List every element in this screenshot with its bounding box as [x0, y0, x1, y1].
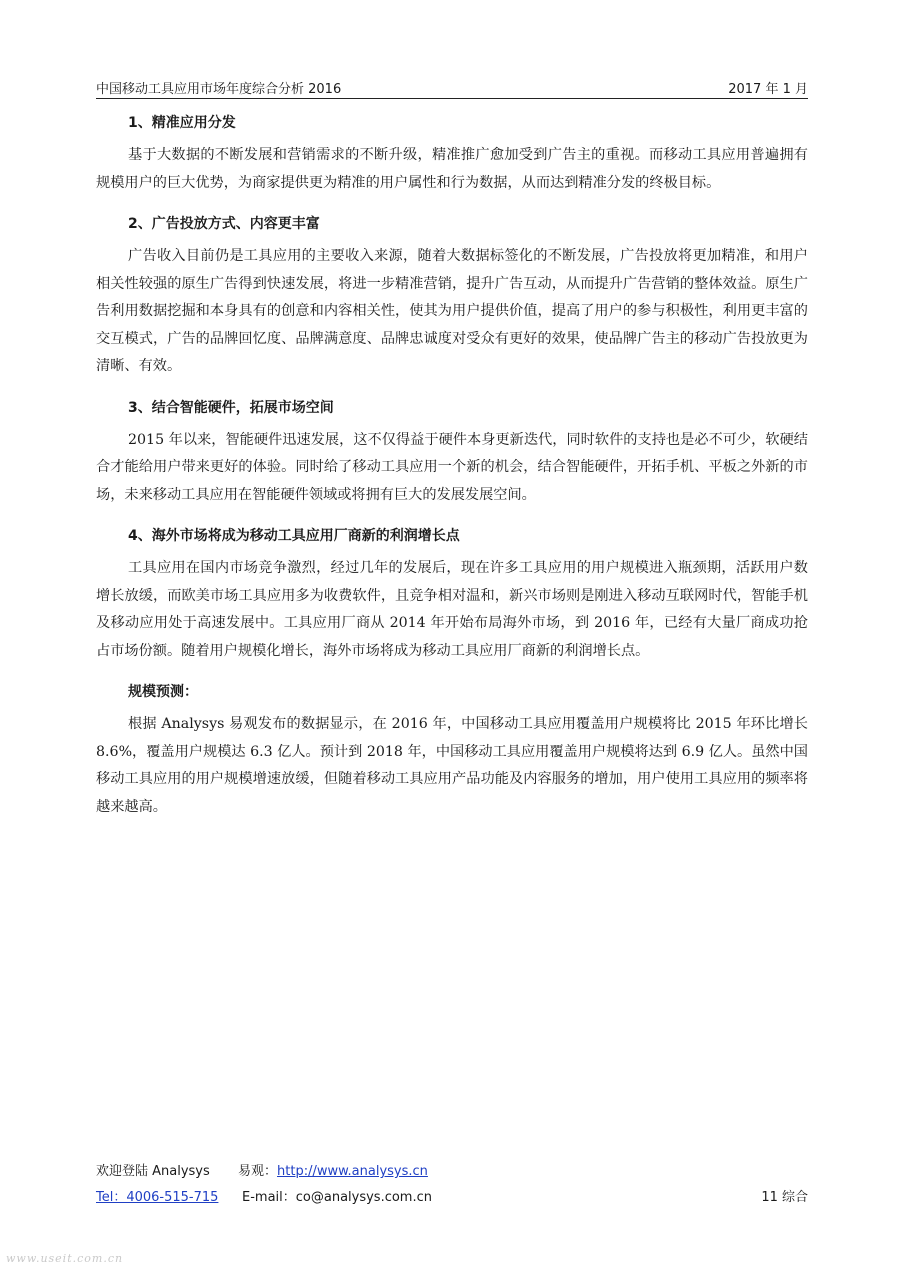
section-paragraph: 2015 年以来，智能硬件迅速发展，这不仅得益于硬件本身更新迭代，同时软件的支持也是必不可少，软硬结合才能给用户带来更好的体验。同时给了移动工具应用一个新的机会，结合智能硬件，开拓手机、平板之外新的市场，未来移动工具应用在智能硬件领域或将拥有巨大的发展发展空间。 [96, 431, 808, 503]
footer-welcome: 欢迎登陆 Analysys [96, 1164, 210, 1179]
footer-row [96, 1186, 808, 1212]
page-number: 11 综合 [761, 1190, 808, 1205]
section-heading: 4、海外市场将成为移动工具应用厂商新的利润增长点 [128, 528, 460, 544]
section-paragraph: 根据 Analysys 易观发布的数据显示，在 2016 年，中国移动工具应用覆盖用户规模将比 2015 年环比增长 8.6%，覆盖用户规模达 6.3 亿人。预计到 2018 年，中国移动工具应用覆盖用户规模将达到 6.9 亿人。虽然中国移动工具应用的用户规模增速放缓，但随着移动工具应用产品功能及内容服务的增加，用户使用工具应用的频率将越来越高。 [96, 716, 808, 815]
footer-site-link[interactable]: http://www.analysys.cn [277, 1164, 428, 1179]
footer-site-label: 易观： [238, 1164, 278, 1179]
section [96, 521, 808, 665]
watermark: www.useit.com.cn [6, 1252, 124, 1265]
section [96, 108, 808, 197]
section [96, 209, 808, 381]
footer-row [96, 1160, 808, 1186]
section-heading: 规模预测： [128, 684, 198, 700]
document-title: 中国移动工具应用市场年度综合分析 2016 [96, 82, 342, 97]
footer-tel-link[interactable]: Tel：4006-515-715 [96, 1190, 219, 1205]
page-footer [96, 1160, 808, 1212]
section [96, 677, 808, 821]
section-paragraph: 广告收入目前仍是工具应用的主要收入来源，随着大数据标签化的不断发展，广告投放将更加精准，和用户相关性较强的原生广告得到快速发展，将进一步精准营销，提升广告互动，从而提升广告营销的整体效益。原生广告利用数据挖掘和本身具有的创意和内容相关性，使其为用户提供价值，提高了用户的参与积极性，利用更丰富的交互模式，广告的品牌回忆度、品牌满意度、品牌忠诚度对受众有更好的效果，使品牌广告主的移动广告投放更为清晰、有效。 [96, 248, 808, 374]
section [96, 393, 808, 510]
section-heading: 3、结合智能硬件，拓展市场空间 [128, 399, 334, 416]
section-paragraph: 工具应用在国内市场竞争激烈，经过几年的发展后，现在许多工具应用的用户规模进入瓶颈期，活跃用户数增长放缓，而欧美市场工具应用多为收费软件，且竞争相对温和，新兴市场则是刚进入移动互联网时代，智能手机及移动应用处于高速发展中。工具应用厂商从 2014 年开始布局海外市场，到 2016 年，已经有大量厂商成功抢占市场份额。随着用户规模化增长，海外市场将成为移动工具应用厂商新的利润增长点。 [96, 560, 808, 659]
document-date: 2017 年 1 月 [728, 82, 808, 97]
page-header [96, 76, 808, 99]
section-heading: 1、精准应用分发 [128, 115, 236, 131]
section-heading: 2、广告投放方式、内容更丰富 [128, 216, 320, 232]
footer-site [238, 1160, 428, 1179]
main-content [96, 108, 808, 833]
footer-email: E-mail：co@analysys.com.cn [242, 1190, 432, 1205]
section-paragraph: 基于大数据的不断发展和营销需求的不断升级，精准推广愈加受到广告主的重视。而移动工具应用普遍拥有规模用户的巨大优势，为商家提供更为精准的用户属性和行为数据，从而达到精准分发的终极目标。 [96, 147, 808, 191]
